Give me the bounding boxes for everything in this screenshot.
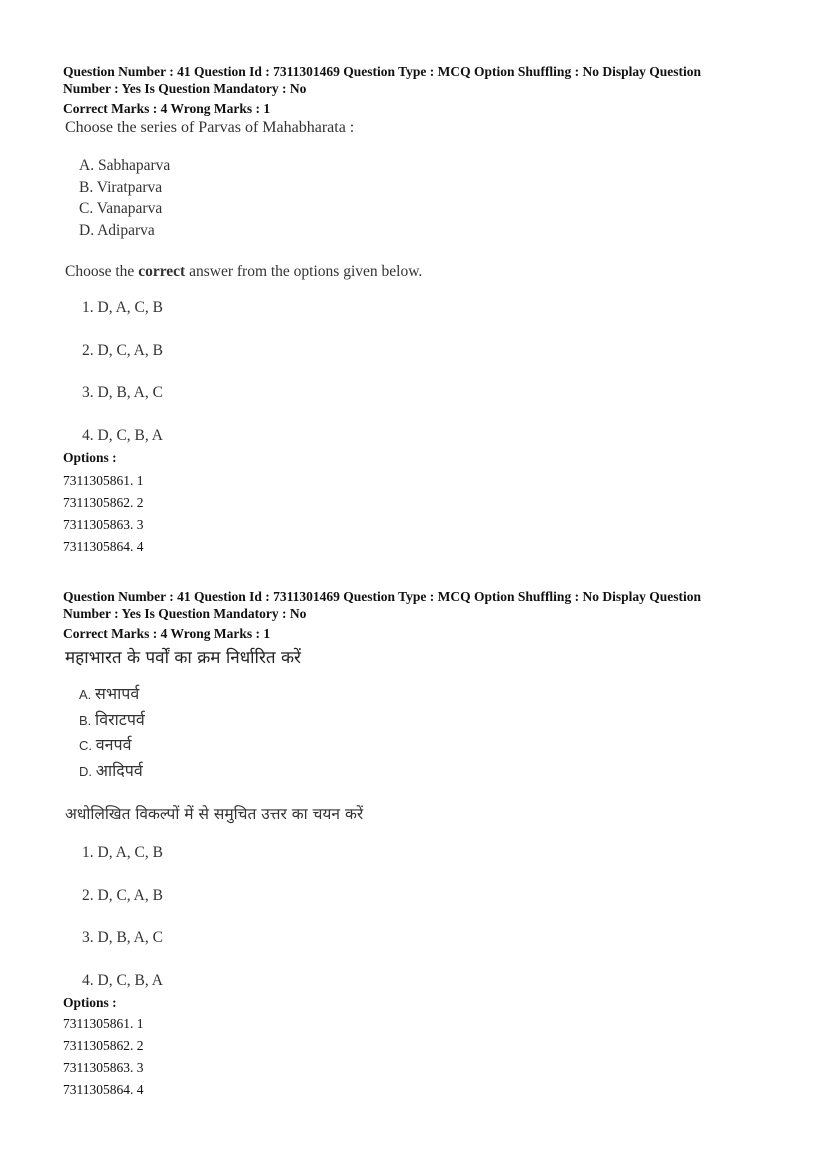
item-text: सभापर्व xyxy=(95,684,140,703)
option-id: 7311305861. 1 xyxy=(63,1015,144,1031)
answer-choices xyxy=(82,842,763,992)
list-item: B. Viratparva xyxy=(79,178,163,196)
answer-choice[interactable]: 2. D, C, A, B xyxy=(82,341,163,359)
answer-choice[interactable]: 4. D, C, B, A xyxy=(82,426,163,444)
question-block-english xyxy=(63,63,763,559)
option-id: 7311305863. 3 xyxy=(63,517,144,533)
question-meta-line-2: Number : Yes Is Question Mandatory : No xyxy=(63,81,307,96)
item-list xyxy=(79,682,763,784)
item-letter: B. xyxy=(79,712,92,728)
instruction-text: अधोलिखित विकल्पों में से समुचित उत्तर का चयन करें xyxy=(65,805,364,823)
option-id: 7311305864. 4 xyxy=(63,1082,144,1098)
item-letter: C. xyxy=(79,738,92,753)
marks-line: Correct Marks : 4 Wrong Marks : 1 xyxy=(63,101,271,116)
option-id: 7311305862. 2 xyxy=(63,1037,144,1053)
list-item: C. Vanaparva xyxy=(79,200,163,217)
option-id: 7311305862. 2 xyxy=(63,494,144,510)
options-label: Options : xyxy=(63,994,117,1010)
answer-choices xyxy=(82,297,763,447)
item-text: आदिपर्व xyxy=(95,760,143,780)
instruction-bold: correct xyxy=(138,263,186,280)
answer-choice[interactable]: 1. D, A, C, B xyxy=(82,844,163,861)
instruction-post: answer from the options given below. xyxy=(185,263,423,280)
list-item xyxy=(79,682,763,708)
instruction-pre: Choose the xyxy=(65,263,139,280)
question-meta-line-1: Question Number : 41 Question Id : 7311301469 Question Type : MCQ Option Shuffling : No Display Question xyxy=(63,589,701,604)
item-letter: A. xyxy=(79,687,92,702)
item-text: विराटपर्व xyxy=(95,709,145,729)
question-meta-line-1: Question Number : 41 Question Id : 7311301469 Question Type : MCQ Option Shuffling : No Display Question xyxy=(63,64,701,79)
answer-choice[interactable]: 4. D, C, B, A xyxy=(82,971,163,989)
question-block-hindi xyxy=(63,588,763,1102)
list-item xyxy=(79,759,763,785)
question-text: महाभारत के पर्वों का क्रम निर्धारित करें xyxy=(65,648,302,668)
option-id: 7311305861. 1 xyxy=(63,472,144,488)
list-item xyxy=(79,733,763,759)
options-label: Options : xyxy=(63,449,117,465)
item-letter: D. xyxy=(79,763,92,779)
answer-choice[interactable]: 1. D, A, C, B xyxy=(82,299,163,316)
item-list xyxy=(79,155,763,241)
answer-choice[interactable]: 3. D, B, A, C xyxy=(82,929,163,946)
option-id: 7311305863. 3 xyxy=(63,1060,144,1076)
question-meta-line-2: Number : Yes Is Question Mandatory : No xyxy=(63,606,307,621)
question-text: Choose the series of Parvas of Mahabharata : xyxy=(65,119,355,136)
list-item: D. Adiparva xyxy=(79,221,155,239)
marks-line: Correct Marks : 4 Wrong Marks : 1 xyxy=(63,626,271,641)
list-item xyxy=(79,708,763,734)
answer-choice[interactable]: 3. D, B, A, C xyxy=(82,384,163,401)
item-text: वनपर्व xyxy=(95,735,132,754)
instruction-text xyxy=(65,263,763,281)
answer-choice[interactable]: 2. D, C, A, B xyxy=(82,886,163,904)
option-id: 7311305864. 4 xyxy=(63,539,144,555)
list-item: A. Sabhaparva xyxy=(79,157,171,174)
